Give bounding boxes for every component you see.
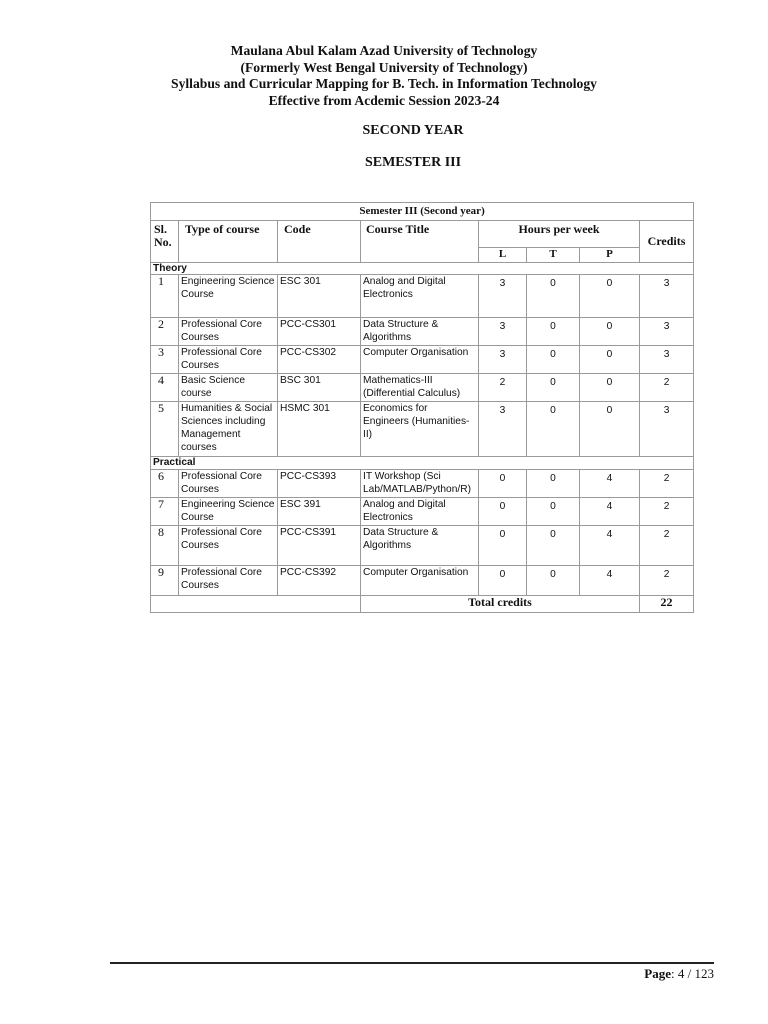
table-row: [151, 346, 694, 374]
cell-code: ESC 301: [278, 275, 361, 318]
cell-code: PCC-CS302: [278, 346, 361, 374]
page-value: : 4 / 123: [671, 966, 714, 981]
cell-credits: 3: [640, 318, 694, 346]
cell-sl: 4: [151, 374, 179, 402]
cell-t: 0: [527, 526, 580, 566]
table-row: [151, 526, 694, 566]
syllabus-title: Syllabus and Curricular Mapping for B. Tech. in Information Technology: [171, 76, 597, 91]
cell-title: Computer Organisation: [361, 346, 479, 374]
cell-p: 4: [580, 526, 640, 566]
table-row: [151, 566, 694, 596]
table-row: [151, 318, 694, 346]
cell-credits: 3: [640, 275, 694, 318]
cell-code: PCC-CS301: [278, 318, 361, 346]
cell-l: 0: [479, 526, 527, 566]
cell-title: Data Structure & Algorithms: [361, 318, 479, 346]
cell-code: PCC-CS393: [278, 470, 361, 498]
cell-p: 0: [580, 402, 640, 457]
page-number: [644, 966, 714, 982]
cell-t: 0: [527, 275, 580, 318]
table-caption-row: [151, 203, 694, 221]
col-header-type: Type of course: [179, 221, 278, 263]
table-row: [151, 275, 694, 318]
col-header-p: P: [580, 248, 640, 263]
cell-l: 0: [479, 566, 527, 596]
cell-sl: 8: [151, 526, 179, 566]
cell-p: 4: [580, 470, 640, 498]
cell-t: 0: [527, 318, 580, 346]
col-header-sl: Sl. No.: [151, 221, 179, 263]
cell-t: 0: [527, 346, 580, 374]
col-header-title: Course Title: [361, 221, 479, 263]
col-header-l: L: [479, 248, 527, 263]
total-credits-label: Total credits: [361, 596, 640, 613]
total-blank-cell: [151, 596, 361, 613]
cell-credits: 3: [640, 346, 694, 374]
cell-type: Humanities & Social Sciences including Management courses: [179, 402, 278, 457]
cell-credits: 2: [640, 566, 694, 596]
cell-sl: 7: [151, 498, 179, 526]
table-row: [151, 470, 694, 498]
header-row: [151, 221, 694, 248]
cell-title: IT Workshop (Sci Lab/MATLAB/Python/R): [361, 470, 479, 498]
cell-t: 0: [527, 498, 580, 526]
cell-sl: 5: [151, 402, 179, 457]
cell-type: Engineering Science Course: [179, 275, 278, 318]
section-row-theory: [151, 263, 694, 275]
cell-l: 2: [479, 374, 527, 402]
table-row: [151, 374, 694, 402]
cell-l: 0: [479, 498, 527, 526]
cell-l: 3: [479, 346, 527, 374]
table-row: [151, 402, 694, 457]
cell-credits: 2: [640, 526, 694, 566]
university-name: Maulana Abul Kalam Azad University of Technology: [230, 43, 538, 58]
cell-t: 0: [527, 402, 580, 457]
cell-code: BSC 301: [278, 374, 361, 402]
curriculum-table: [150, 202, 694, 613]
cell-l: 3: [479, 402, 527, 457]
session-line: Effective from Acdemic Session 2023-24: [268, 92, 500, 108]
cell-l: 0: [479, 470, 527, 498]
cell-sl: 3: [151, 346, 179, 374]
cell-l: 3: [479, 318, 527, 346]
cell-code: PCC-CS391: [278, 526, 361, 566]
section-row-practical: [151, 457, 694, 470]
cell-title: Economics for Engineers (Humanities-II): [361, 402, 479, 457]
cell-code: ESC 391: [278, 498, 361, 526]
table-caption: Semester III (Second year): [151, 203, 694, 221]
cell-type: Basic Science course: [179, 374, 278, 402]
cell-type: Engineering Science Course: [179, 498, 278, 526]
col-header-code: Code: [278, 221, 361, 263]
cell-credits: 3: [640, 402, 694, 457]
cell-sl: 6: [151, 470, 179, 498]
page-label: Page: [644, 966, 672, 981]
total-credits-value: 22: [640, 596, 694, 613]
cell-t: 0: [527, 374, 580, 402]
total-row: [151, 596, 694, 613]
cell-sl: 1: [151, 275, 179, 318]
cell-credits: 2: [640, 470, 694, 498]
cell-p: 4: [580, 566, 640, 596]
semester-title: SEMESTER III: [364, 155, 462, 170]
former-name: (Formerly West Bengal University of Technology): [240, 59, 528, 75]
cell-p: 0: [580, 374, 640, 402]
cell-credits: 2: [640, 374, 694, 402]
cell-p: 0: [580, 346, 640, 374]
col-header-t: T: [527, 248, 580, 263]
cell-sl: 9: [151, 566, 179, 596]
cell-title: Analog and Digital Electronics: [361, 275, 479, 318]
cell-type: Professional Core Courses: [179, 318, 278, 346]
cell-title: Data Structure & Algorithms: [361, 526, 479, 566]
cell-sl: 2: [151, 318, 179, 346]
cell-title: Mathematics-III (Differential Calculus): [361, 374, 479, 402]
cell-title: Analog and Digital Electronics: [361, 498, 479, 526]
cell-p: 0: [580, 318, 640, 346]
cell-t: 0: [527, 470, 580, 498]
cell-p: 4: [580, 498, 640, 526]
cell-code: PCC-CS392: [278, 566, 361, 596]
footer-rule: [110, 962, 714, 964]
section-label-theory: Theory: [151, 263, 694, 275]
cell-type: Professional Core Courses: [179, 470, 278, 498]
cell-code: HSMC 301: [278, 402, 361, 457]
cell-type: Professional Core Courses: [179, 566, 278, 596]
cell-type: Professional Core Courses: [179, 346, 278, 374]
cell-type: Professional Core Courses: [179, 526, 278, 566]
cell-credits: 2: [640, 498, 694, 526]
cell-t: 0: [527, 566, 580, 596]
col-header-credits: Credits: [640, 221, 694, 263]
cell-l: 3: [479, 275, 527, 318]
table-row: [151, 498, 694, 526]
cell-title: Computer Organisation: [361, 566, 479, 596]
year-title: SECOND YEAR: [362, 123, 464, 138]
document-header: [0, 43, 768, 109]
col-header-hours: Hours per week: [479, 221, 640, 248]
cell-p: 0: [580, 275, 640, 318]
section-label-practical: Practical: [151, 457, 694, 470]
